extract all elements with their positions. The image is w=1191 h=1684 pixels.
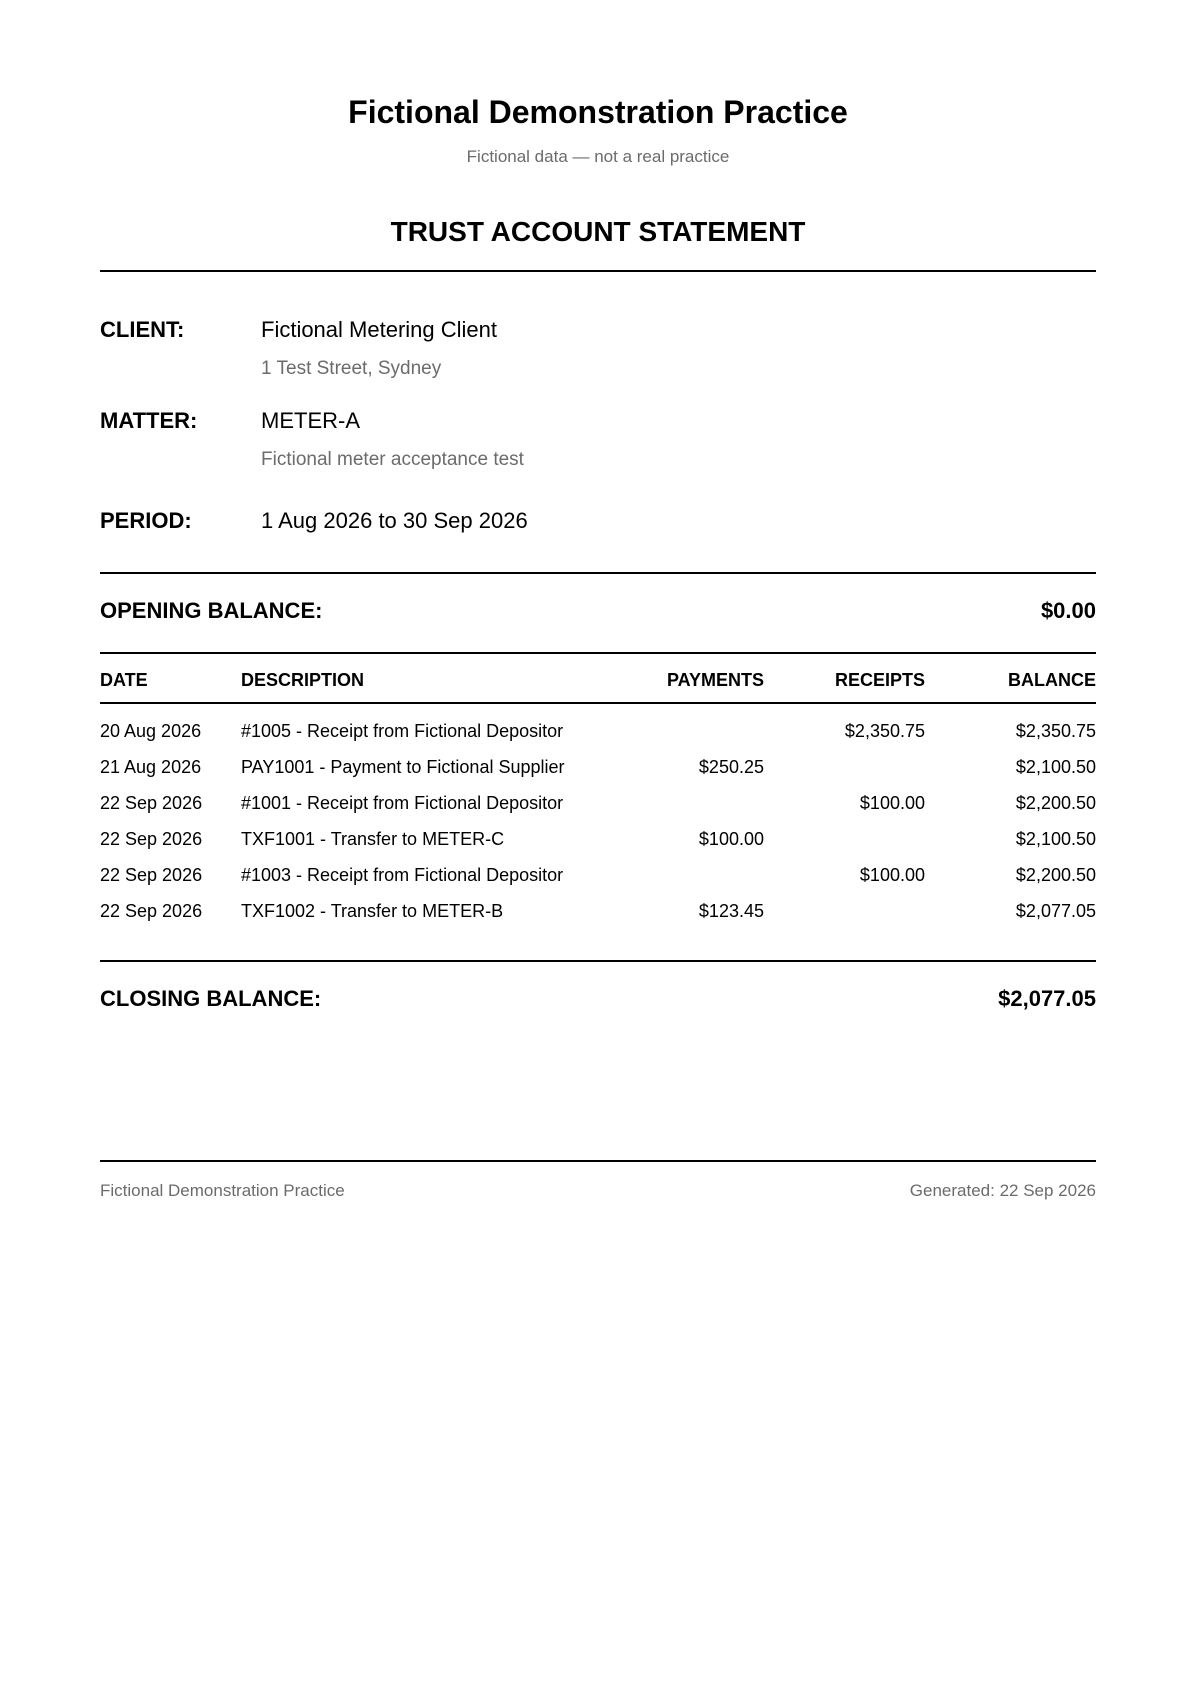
column-header-date: DATE: [100, 670, 148, 690]
period-label: PERIOD:: [100, 508, 192, 533]
row-description: #1005 - Receipt from Fictional Depositor: [241, 721, 564, 741]
client-address: 1 Test Street, Sydney: [261, 358, 442, 379]
row-payment: $100.00: [698, 829, 764, 849]
row-receipt: $100.00: [859, 865, 925, 885]
table-row: [100, 788, 1096, 818]
footer-generated-date: Generated: 22 Sep 2026: [909, 1181, 1096, 1200]
row-description: #1003 - Receipt from Fictional Depositor: [241, 865, 564, 885]
opening-balance-label: OPENING BALANCE:: [100, 598, 323, 623]
table-row: [100, 824, 1096, 854]
footer-divider: [100, 1160, 1096, 1162]
row-date: 20 Aug 2026: [100, 721, 202, 741]
client-name: Fictional Metering Client: [261, 317, 497, 342]
column-header-balance: BALANCE: [1008, 670, 1096, 690]
row-date: 21 Aug 2026: [100, 757, 202, 777]
row-date: 22 Sep 2026: [100, 865, 203, 885]
row-balance: $2,100.50: [1015, 757, 1096, 777]
row-date: 22 Sep 2026: [100, 829, 203, 849]
table-top-divider: [100, 652, 1096, 654]
table-header: [100, 665, 1096, 695]
row-balance: $2,077.05: [1015, 901, 1096, 921]
matter-label: MATTER:: [100, 408, 198, 433]
row-receipt: $2,350.75: [844, 721, 925, 741]
row-balance: $2,200.50: [1015, 865, 1096, 885]
client-label: CLIENT:: [100, 317, 185, 342]
table-row: [100, 896, 1096, 926]
matter-description: Fictional meter acceptance test: [261, 449, 524, 470]
closing-balance-amount: $2,077.05: [998, 986, 1096, 1011]
row-balance: $2,100.50: [1015, 829, 1096, 849]
row-description: #1001 - Receipt from Fictional Depositor: [241, 793, 564, 813]
opening-balance-amount: $0.00: [1040, 598, 1096, 623]
closing-balance-label: CLOSING BALANCE:: [100, 986, 322, 1011]
row-balance: $2,200.50: [1015, 793, 1096, 813]
details-divider: [100, 572, 1096, 574]
column-header-receipts: RECEIPTS: [834, 670, 925, 690]
row-date: 22 Sep 2026: [100, 793, 203, 813]
table-bottom-divider: [100, 960, 1096, 962]
practice-name: Fictional Demonstration Practice: [348, 94, 848, 130]
table-header-divider: [100, 702, 1096, 704]
row-description: TXF1001 - Transfer to METER-C: [241, 829, 505, 849]
document-title: TRUST ACCOUNT STATEMENT: [390, 216, 806, 247]
table-row: [100, 716, 1096, 746]
row-receipt: $100.00: [859, 793, 925, 813]
row-description: TXF1002 - Transfer to METER-B: [241, 901, 504, 921]
row-payment: $250.25: [698, 757, 764, 777]
row-date: 22 Sep 2026: [100, 901, 203, 921]
matter-code: METER-A: [261, 408, 360, 433]
row-description: PAY1001 - Payment to Fictional Supplier: [241, 757, 565, 777]
header-divider: [100, 270, 1096, 272]
table-row: [100, 752, 1096, 782]
footer-practice-name: Fictional Demonstration Practice: [100, 1181, 345, 1200]
period-value: 1 Aug 2026 to 30 Sep 2026: [261, 508, 528, 533]
row-payment: $123.45: [698, 901, 764, 921]
practice-subtitle: Fictional data — not a real practice: [466, 147, 730, 166]
table-row: [100, 860, 1096, 890]
row-balance: $2,350.75: [1015, 721, 1096, 741]
column-header-description: DESCRIPTION: [241, 670, 365, 690]
column-header-payments: PAYMENTS: [666, 670, 764, 690]
